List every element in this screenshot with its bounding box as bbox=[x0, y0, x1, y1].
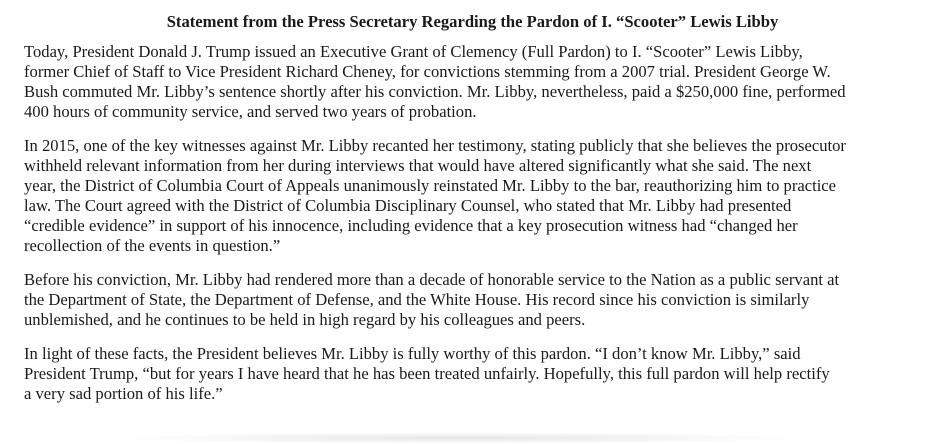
paragraph-4 bbox=[24, 344, 917, 404]
paragraph-line: year, the District of Columbia Court of Appeals unanimously reinstated Mr. Libby to the bar, reauthorizing him to practice bbox=[24, 176, 837, 195]
page-bottom-shadow bbox=[110, 432, 809, 444]
paragraph-line: Today, President Donald J. Trump issued an Executive Grant of Clemency (Full Pardon) to I. “Scooter” Lewis Libby, bbox=[24, 42, 803, 61]
paragraph-3 bbox=[24, 270, 917, 330]
paragraph-line: In light of these facts, the President believes Mr. Libby is fully worthy of this pardon. “I don’t know Mr. Libby,” said bbox=[24, 344, 801, 363]
paragraph-line: “credible evidence” in support of his innocence, including evidence that a key prosecution witness had “changed her bbox=[24, 216, 798, 235]
paragraph-2 bbox=[24, 136, 917, 256]
paragraph-line: the Department of State, the Department of Defense, and the White House. His record since his conviction is similarly bbox=[24, 290, 810, 309]
paragraph-line: unblemished, and he continues to be held in high regard by his colleagues and peers. bbox=[24, 310, 586, 329]
paragraph-line: former Chief of Staff to Vice President Richard Cheney, for convictions stemming from a 2007 trial. President George W. bbox=[24, 62, 831, 81]
paragraph-line: Before his conviction, Mr. Libby had rendered more than a decade of honorable service to the Nation as a public servant at bbox=[24, 270, 840, 289]
statement-title: Statement from the Press Secretary Regarding the Pardon of I. “Scooter” Lewis Libby bbox=[166, 12, 779, 31]
paragraph-1 bbox=[24, 42, 917, 122]
paragraph-line: withheld relevant information from her during interviews that would have altered significantly what she said. The next bbox=[24, 156, 812, 175]
paragraph-line: President Trump, “but for years I have heard that he has been treated unfairly. Hopefully, this full pardon will help rectify bbox=[24, 364, 830, 383]
paragraph-line: 400 hours of community service, and served two years of probation. bbox=[24, 102, 477, 121]
paragraph-line: a very sad portion of his life.” bbox=[24, 384, 223, 403]
paragraph-line: recollection of the events in question.” bbox=[24, 236, 281, 255]
paragraph-line: In 2015, one of the key witnesses against Mr. Libby recanted her testimony, stating publicly that she believes the prosecutor bbox=[24, 136, 846, 155]
paragraph-line: law. The Court agreed with the District of Columbia Disciplinary Counsel, who stated that Mr. Libby had presented bbox=[24, 196, 792, 215]
paragraph-line: Bush commuted Mr. Libby’s sentence shortly after his conviction. Mr. Libby, nevertheless, paid a $250,000 fine, performed bbox=[24, 82, 846, 101]
